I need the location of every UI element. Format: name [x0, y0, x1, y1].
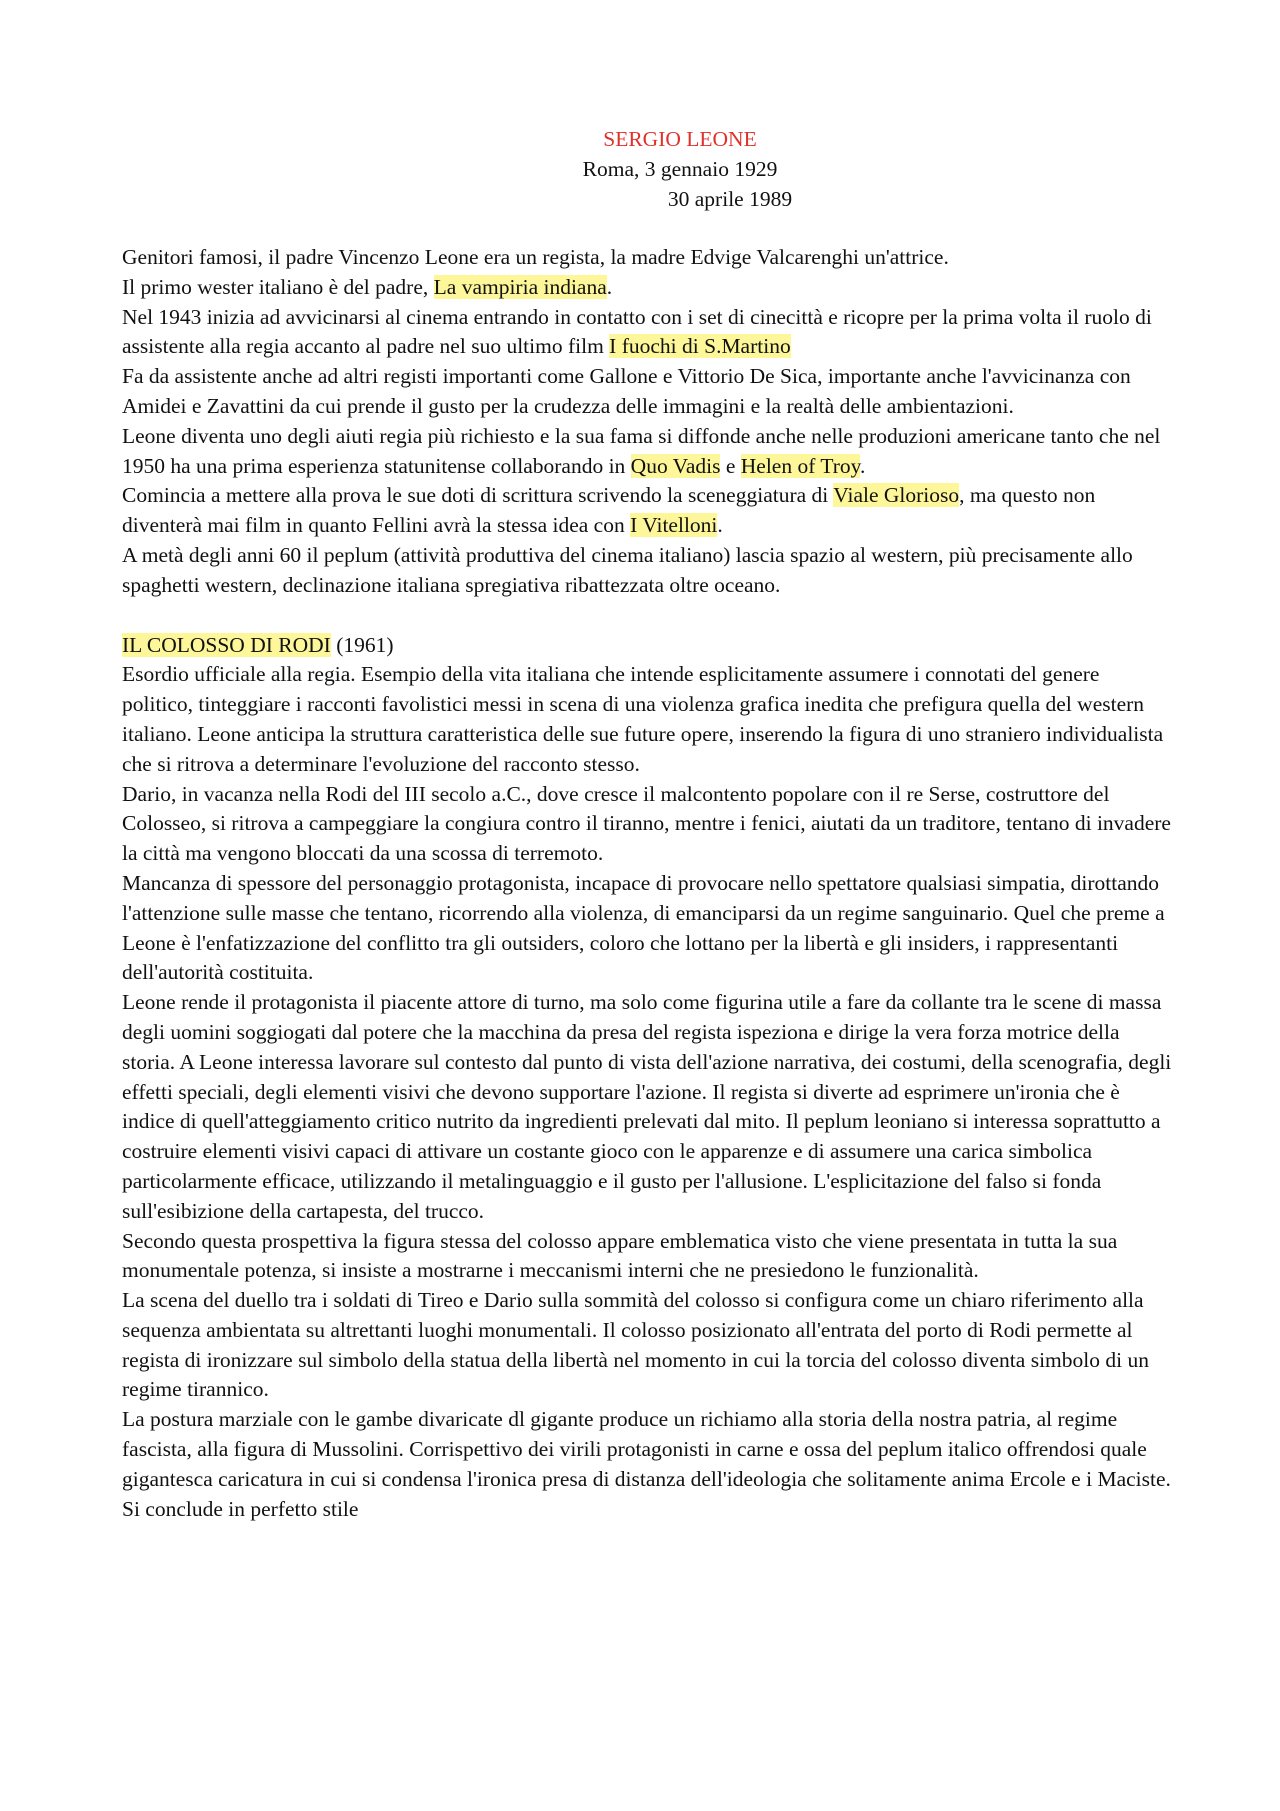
text-run: e — [720, 453, 741, 478]
highlighted-film-title: Helen of Troy — [740, 453, 861, 478]
highlighted-film-title: La vampiria indiana — [433, 274, 607, 299]
paragraph: Mancanza di spessore del personaggio protagonista, incapace di provocare nello spettatore qualsiasi simpatia, dirottando l'attenzione sulle masse che tentano, ricorrendo alla violenza, di emanciparsi da un regime sanguinario. Quel che preme a Leone è l'enfatizzazione del conflitto tra gli outsiders, coloro che lottano per la libertà e gli insiders, i rappresentanti dell'autorità costituita. — [122, 870, 1165, 985]
text-run: Comincia a mettere alla prova le sue doti di scrittura scrivendo la sceneggiatura di — [122, 483, 834, 508]
paragraph: Genitori famosi, il padre Vincenzo Leone era un regista, la madre Edvige Valcarenghi un'attrice. — [122, 245, 949, 269]
death-date: 30 aprile 1989 — [667, 187, 793, 211]
text-run: . — [717, 513, 723, 538]
birth-date: Roma, 3 gennaio 1929 — [582, 157, 778, 181]
highlighted-film-title: Viale Glorioso — [833, 483, 960, 508]
paragraph — [122, 422, 1174, 482]
document-header — [0, 124, 1280, 214]
paragraph: Esordio ufficiale alla regia. Esempio della vita italiana che intende esplicitamente assumere i connotati del genere politico, tinteggiare i racconti favolistici messi in scena di una violenza grafica inedita che prefigura quella del western italiano. Leone anticipa la struttura caratteristica delle sue future opere, inserendo la figura di uno straniero individualista che si ritrova a determinare l'evoluzione del racconto stesso. — [122, 662, 1164, 776]
paragraph — [122, 273, 1174, 303]
section-heading — [122, 631, 1174, 661]
text-run: Il primo wester italiano è del padre, — [122, 274, 434, 299]
paragraph — [122, 303, 1174, 363]
text-run: , ma questo non diventerà mai film in quanto Fellini avrà la stessa idea con — [122, 483, 1096, 538]
spacer — [122, 601, 1174, 631]
paragraph: La postura marziale con le gambe divaricate dl gigante produce un richiamo alla storia della nostra patria, al regime fascista, alla figura di Mussolini. Corrispettivo dei virili protagonisti in carne e ossa del peplum italico offrendosi quale gigantesca caricatura in cui si condensa l'ironica presa di distanza dell'ideologia che solitamente anima Ercole e i Maciste. Si conclude in perfetto stile — [122, 1407, 1171, 1521]
paragraph — [122, 481, 1174, 541]
text-run: . — [860, 453, 866, 478]
paragraph: Leone rende il protagonista il piacente attore di turno, ma solo come figurina utile a fare da collante tra le scene di massa degli uomini soggiogati dal potere che la macchina da presa del regista ispeziona e dirige la vera forza motrice della storia. A Leone interessa lavorare sul contesto dal punto di vista dell'azione narrativa, dei costumi, della scenografia, degli effetti speciali, degli elementi visivi che devono supportare l'azione. Il regista si diverte ad esprimere un'ironia che è indice di quell'atteggiamento critico nutrito da ingredienti prelevati dal mito. Il peplum leoniano si interessa soprattutto a costruire elementi visivi capaci di attivare un costante gioco con le apparenze e di assumere una carica simbolica particolarmente efficace, utilizzando il metalinguaggio e il gusto per l'allusione. L'esplicitazione del falso si fonda sull'esibizione della cartapesta, del trucco. — [122, 990, 1172, 1223]
paragraph: Dario, in vacanza nella Rodi del III secolo a.C., dove cresce il malcontento popolare con il re Serse, costruttore del Colosseo, si ritrova a campeggiare la congiura contro il tiranno, mentre i fenici, aiutati da un traditore, tentano di invadere la città ma vengono bloccati da una scossa di terremoto. — [122, 781, 1171, 866]
section-year: (1961) — [330, 632, 394, 657]
paragraph: La scena del duello tra i soldati di Tireo e Dario sulla sommità del colosso si configura come un chiaro riferimento alla sequenza ambientata su altrettanti luoghi monumentali. Il colosso posizionato all'entrata del porto di Rodi permette al regista di ironizzare sul simbolo della statua della libertà nel momento in cui la torcia del colosso diventa simbolo di un regime tirannico. — [122, 1288, 1149, 1402]
page-title: SERGIO LEONE — [603, 127, 757, 151]
paragraph: Secondo questa prospettiva la figura stessa del colosso appare emblematica visto che viene presentata in tutta la sua monumentale potenza, si insiste a mostrarne i meccanismi interni che ne presiedono le funzionalità. — [122, 1228, 1118, 1283]
paragraph: Fa da assistente anche ad altri registi importanti come Gallone e Vittorio De Sica, importante anche l'avvicinanza con Amidei e Zavattini da cui prende il gusto per la crudezza delle immagini e la realtà delle ambientazioni. — [122, 364, 1131, 418]
paragraph: A metà degli anni 60 il peplum (attività produttiva del cinema italiano) lascia spazio al western, più precisamente allo spaghetti western, declinazione italiana spregiativa ribattezzata oltre oceano. — [122, 542, 1133, 597]
highlighted-film-title: I Vitelloni — [630, 513, 718, 538]
highlighted-film-title: Quo Vadis — [630, 453, 721, 478]
text-run: Nel 1943 inizia ad avvicinarsi al cinema entrando in contatto con i set di cinecittà e ricopre per la prima volta il ruolo di assistente alla regia accanto al padre nel suo ultimo film — [122, 304, 1152, 359]
document-body — [122, 243, 1174, 1524]
text-run: Leone diventa uno degli aiuti regia più richiesto e la sua fama si diffonde anche nelle produzioni americane tanto che nel 1950 ha una prima esperienza statunitense collaborando in — [122, 423, 1161, 478]
text-run: . — [606, 274, 613, 299]
highlighted-film-title: I fuochi di S.Martino — [609, 334, 791, 359]
section-title: IL COLOSSO DI RODI — [122, 632, 331, 657]
